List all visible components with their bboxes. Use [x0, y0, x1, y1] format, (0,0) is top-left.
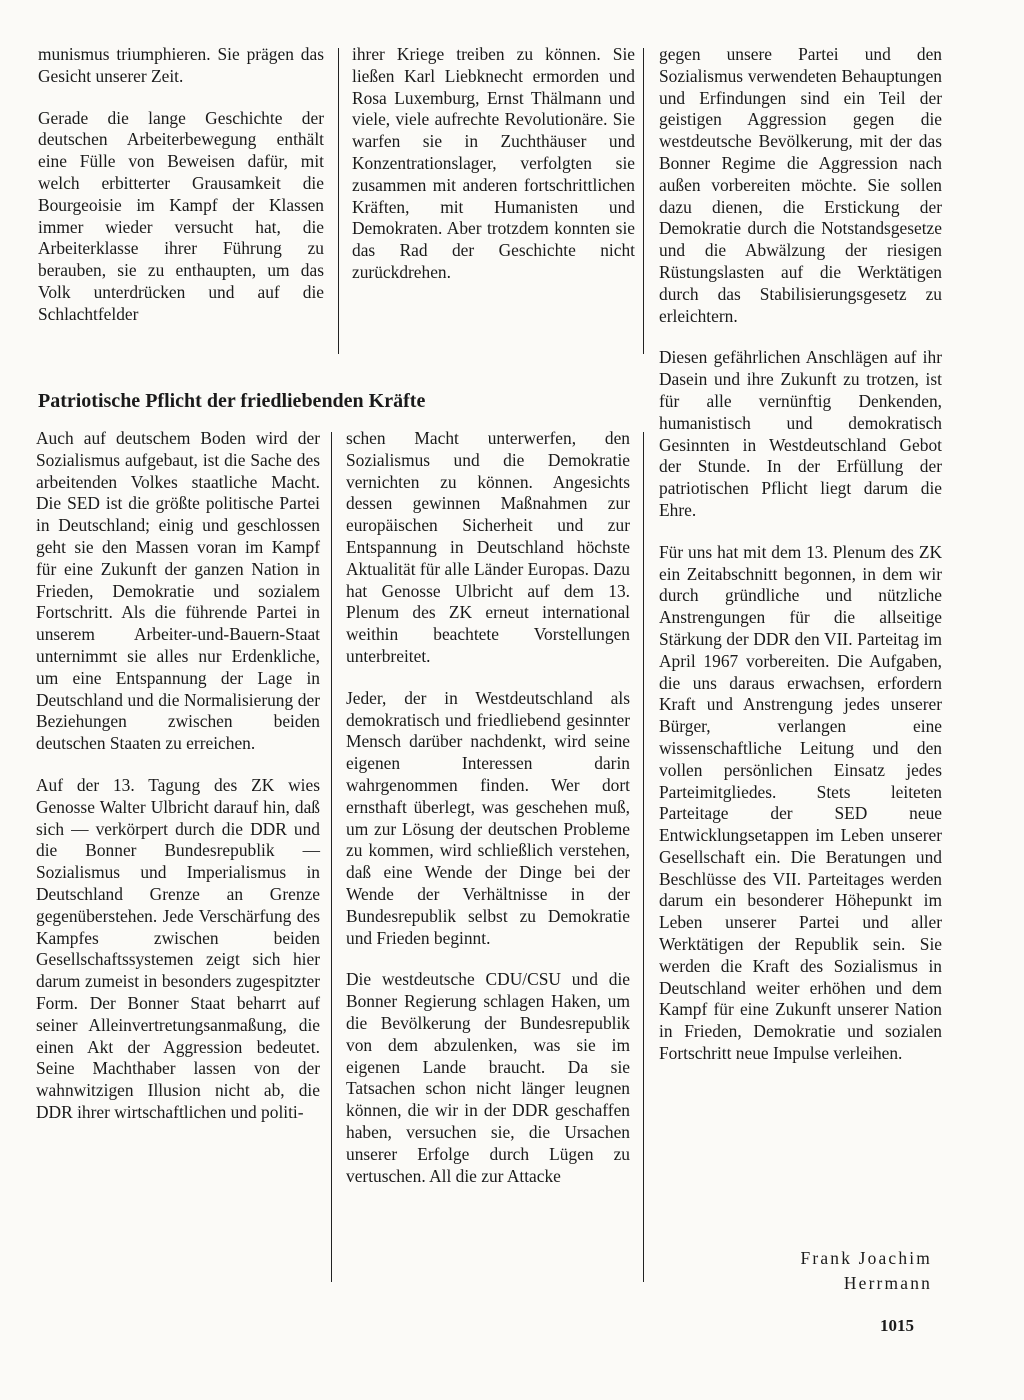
paragraph: Auf der 13. Tagung des ZK wies Genosse Walter Ulbricht darauf hin, daß sich — verkörpert durch die DDR und die Bonner Bundesrepublik — Sozialismus und Imperialismus in Deutschland Grenze an Grenze gegenüberstehen. Jede Verschärfung des Kampfes zwischen beiden Gesellschaftssystemen zeigt sich hier darum zumeist in besonders zugespitzter Form. Der Bonner Staat beharrt auf seiner Alleinvertretungsanmaßung, die einen Akt der Aggression bedeutet. Seine Machthaber lassen von der wahnwitzigen Illusion nicht ab, die DDR ihrer wirtschaftlichen und politi- — [36, 774, 320, 1122]
paragraph: gegen unsere Partei und den Sozialismus verwendeten Behauptungen und Erfindungen sind ein Teil der geistigen Aggression gegen die westdeutsche Bevölkerung, mit der das Bonner Regime die Aggression nach außen vorbereiten möchte. Sie sollen dazu dienen, die Erstickung der Demokratie durch die Notstandsgesetze und die Abwälzung der riesigen Rüstungslasten auf die Werktätigen durch das Stabilisierungsgesetz zu erleichtern. — [659, 44, 942, 326]
author-name-line-2: Herrmann — [843, 1273, 932, 1293]
column-bottom-middle — [346, 428, 630, 1187]
paragraph: ihrer Kriege treiben zu können. Sie ließen Karl Liebknecht ermorden und Rosa Luxemburg, Ernst Thälmann und viele, viele aufrechte Revolutionäre. Sie warfen sie in Zuchthäuser und Konzentrationslager, verfolgten sie zusammen mit anderen fortschrittlichen Kräften, mit Humanisten und Demokraten. Aber trotzdem konnten sie das Rad der Geschichte nicht zurückdrehen. — [352, 44, 635, 282]
column-top-left — [38, 44, 324, 326]
paragraph: Jeder, der in Westdeutschland als demokratisch und friedliebend gesinnter Mensch darüber nachdenkt, wird seine eigenen Interessen darin wahrgenommen finden. Wer dort ernsthaft überlegt, was geschehen muß, um zur Lösung der deutschen Probleme zu kommen, wird schließlich verstehen, daß eine Wende der Dinge bei der Wende der Verhältnisse in der Bundesrepublik selbst zu Demokratie und Frieden beginnt. — [346, 687, 630, 948]
column-rule-top-2 — [643, 48, 644, 354]
paragraph: Diesen gefährlichen Anschlägen auf ihr Dasein und ihre Zukunft zu trotzen, ist für alle vernünftig Denkenden, humanistisch und demokratisch Gesinnten in Westdeutschland Gebot der Stunde. In der Erfüllung der patriotischen Pflicht liegt darum die Ehre. — [659, 347, 942, 520]
section-heading: Patriotische Pflicht der friedliebenden Kräfte — [38, 390, 426, 412]
column-top-middle — [352, 44, 635, 284]
column-rule-bottom-2 — [643, 432, 644, 1282]
column-right — [659, 44, 942, 1065]
page-number: 1015 — [880, 1316, 914, 1335]
paragraph: Gerade die lange Geschichte der deutschen Arbeiterbewegung enthält eine Fülle von Beweisen dafür, mit welch erbitterter Grausamkeit die Bourgeoisie im Kampf der Klassen immer wieder versucht hat, die Arbeiterklasse ihrer Führung zu berauben, sie zu enthaupten, um das Volk unterdrücken und auf die Schlachtfelder — [38, 107, 324, 324]
paragraph: Für uns hat mit dem 13. Plenum des ZK ein Zeitabschnitt begonnen, in dem wir durch gründliche und nützliche Anstrengungen für die allseitige Stärkung der DDR den VII. Parteitag im April 1967 vorbereiten. Die Aufgaben, die uns daraus erwachsen, erfordern Kraft und Anstrengung jedes unserer Bürger, verlangen eine wissenschaftliche Leitung und den vollen persönlichen Einsatz jedes Parteimitgliedes. Stets leiteten Parteitage der SED neue Entwicklungsetappen im Leben unserer Gesellschaft ein. Die Beratungen und Beschlüsse des VII. Parteitages werden darum ein besonderer Höhepunkt im Leben unserer Partei und aller Werktätigen der Republik sein. Sie werden die Kraft des Sozialismus in Deutschland weiter erhöhen und dem Kampf für eine Zukunft unserer Nation in Frieden, Demokratie und sozialen Fortschritt neue Impulse verleihen. — [659, 541, 942, 1064]
paragraph: schen Macht unterwerfen, den Sozialismus und die Demokratie vernichten zu können. Angesichts dessen gewinnen Maßnahmen zur europäischen Sicherheit und zur Entspannung in Deutschland höchste Aktualität für alle Länder Europas. Dazu hat Genosse Ulbricht auf dem 13. Plenum des ZK erneut international weithin beachtete Vorstellungen unterbreitet. — [346, 428, 630, 666]
author-name-line-1: Frank Joachim — [800, 1248, 932, 1268]
author-signature — [690, 1246, 932, 1296]
column-bottom-left — [36, 428, 320, 1124]
column-rule-top-1 — [338, 48, 339, 354]
paragraph: Auch auf deutschem Boden wird der Sozialismus aufgebaut, ist die Sache des arbeitenden Volkes staatliche Macht. Die SED ist die größte politische Partei in Deutschland; einig und geschlossen geht sie den Massen voran im Kampf für eine Zukunft der ganzen Nation in Frieden, Demokratie und sozialem Fortschritt. Als die führende Partei in unserem Arbeiter-und-Bauern-Staat unternimmt sie alles nur Erdenkliche, um eine Entspannung der Lage in Deutschland und die Normalisierung der Beziehungen zwischen beiden deutschen Staaten zu erreichen. — [36, 428, 320, 754]
paragraph: munismus triumphieren. Sie prägen das Gesicht unserer Zeit. — [38, 44, 324, 86]
column-rule-bottom-1 — [331, 432, 332, 1282]
paragraph: Die westdeutsche CDU/CSU und die Bonner Regierung schlagen Haken, um die Bevölkerung der Bundesrepublik von dem abzulenken, was sie im eigenen Lande braucht. Da sie Tatsachen schon nicht länger leugnen können, die wir in der DDR geschaffen haben, versuchen sie, die Ursachen unserer Erfolge durch Lügen zu vertuschen. All die zur Attacke — [346, 969, 630, 1186]
